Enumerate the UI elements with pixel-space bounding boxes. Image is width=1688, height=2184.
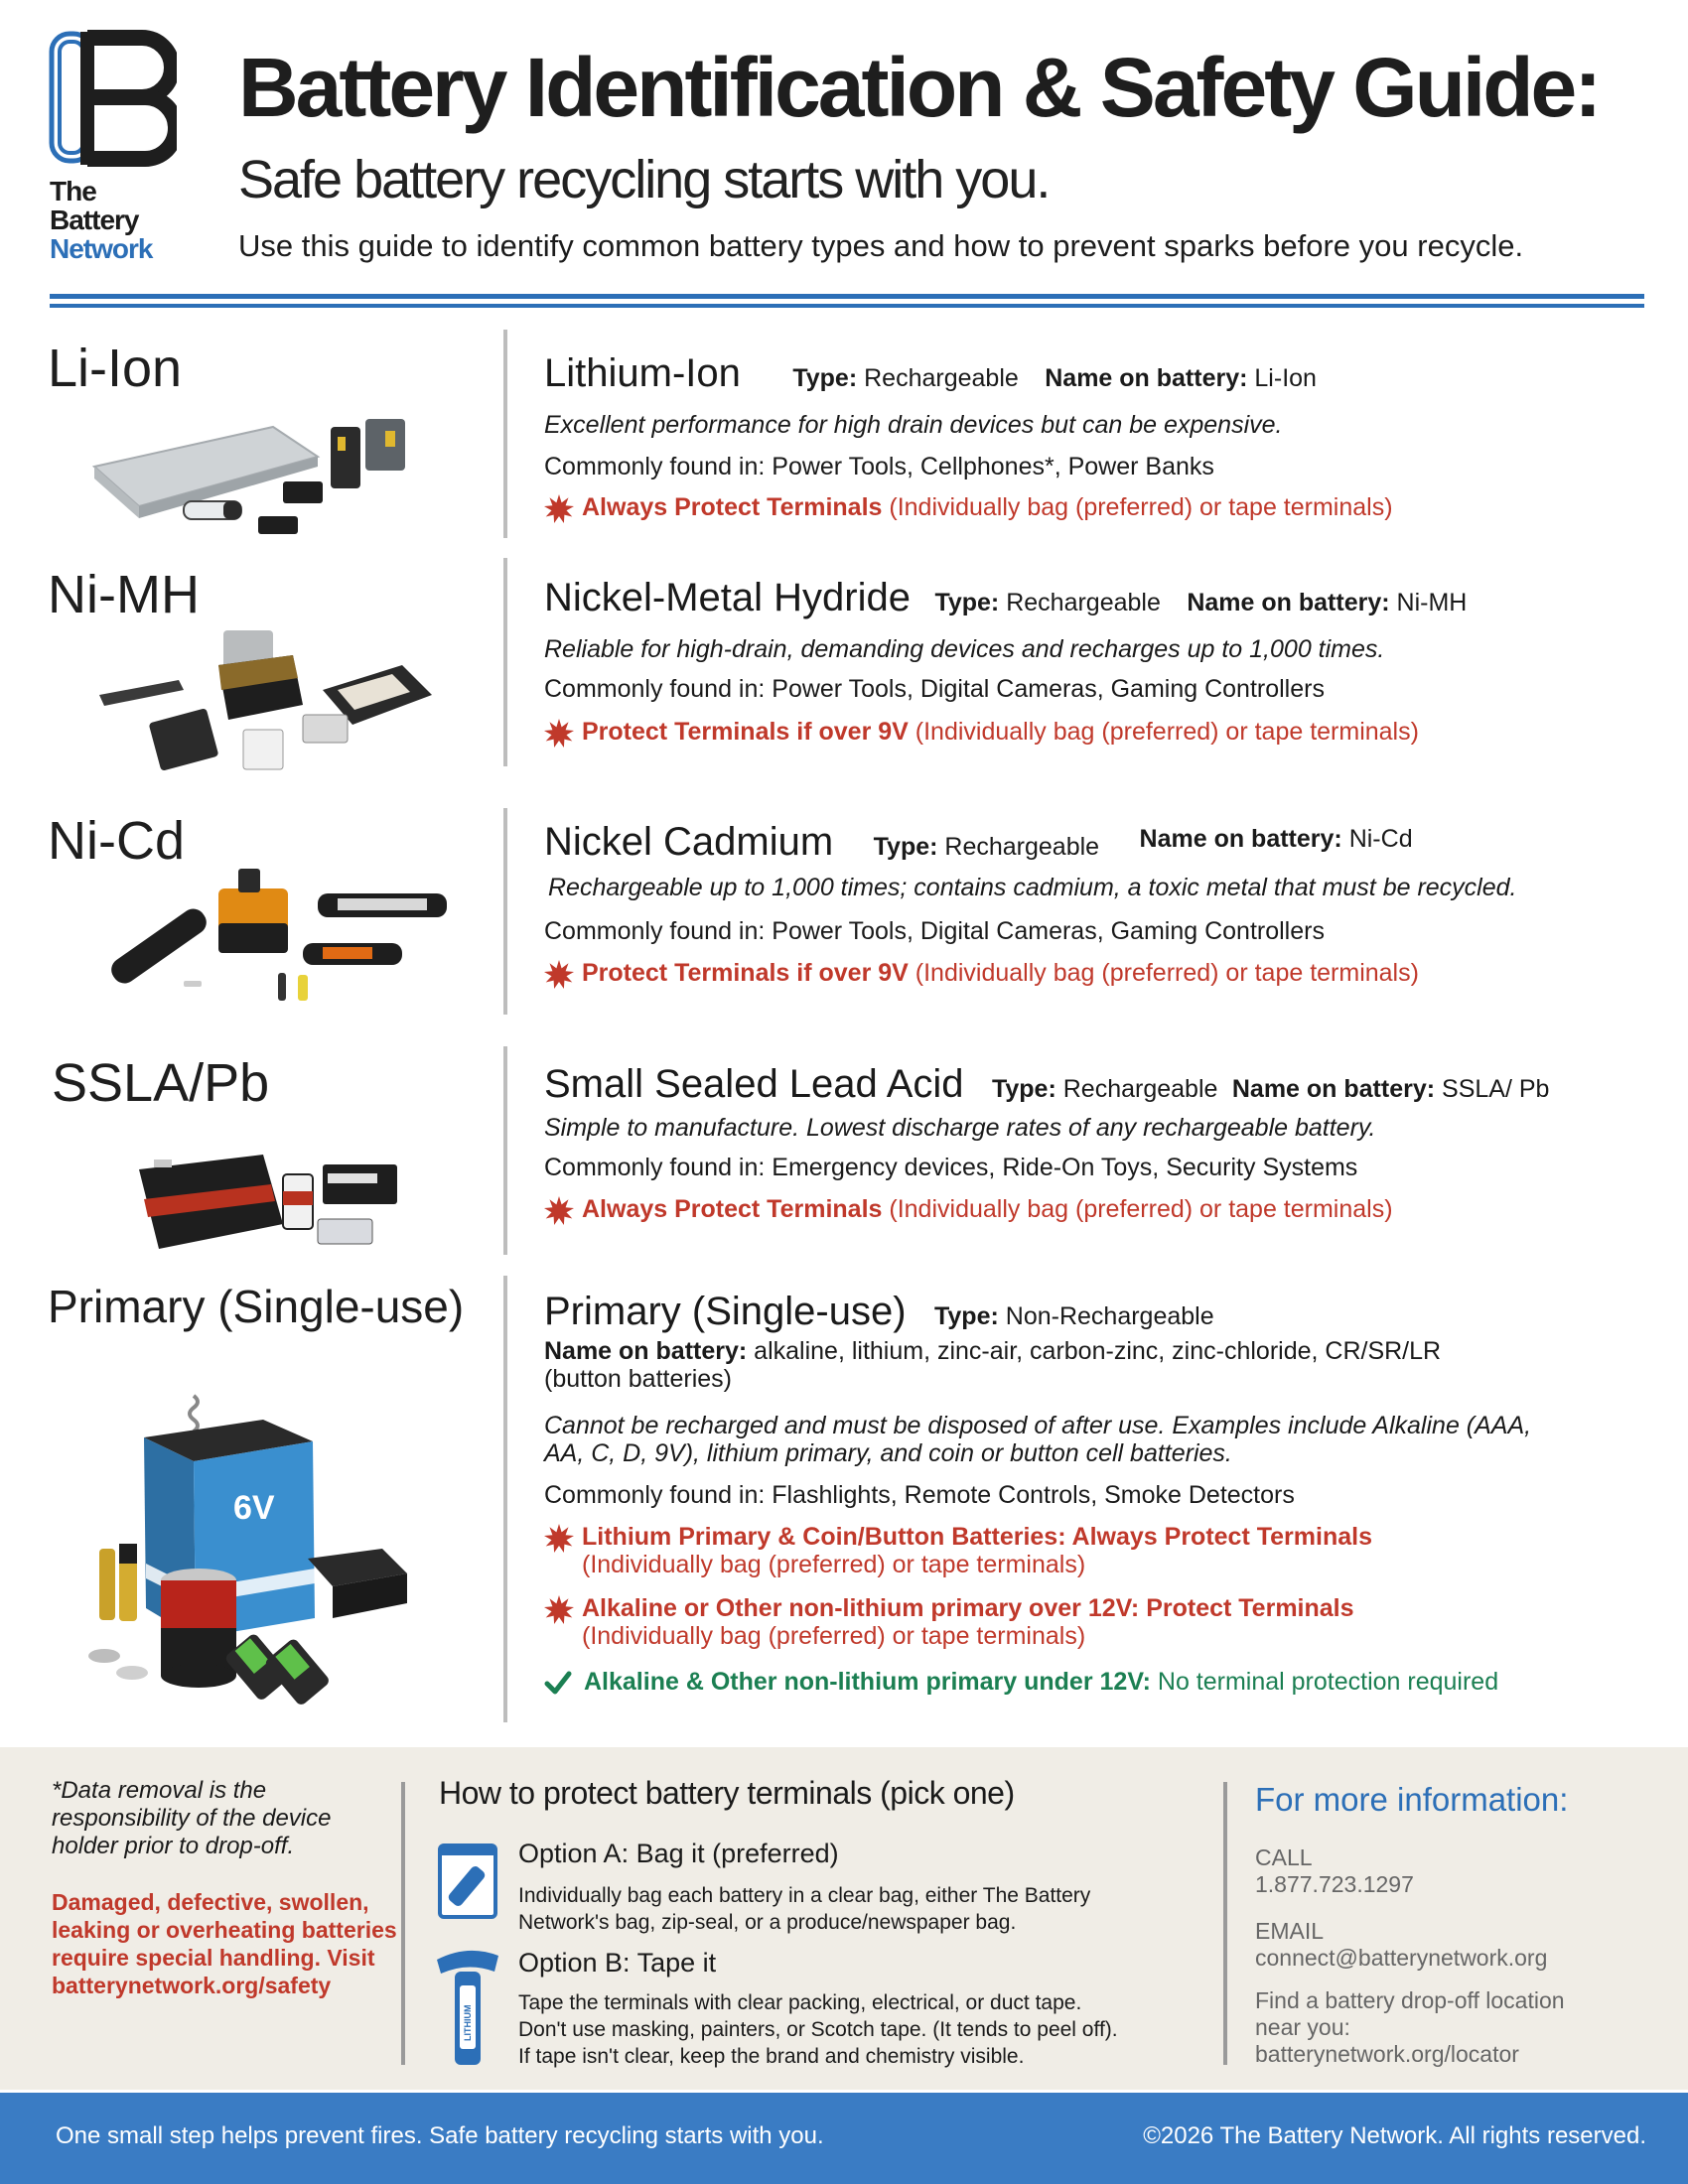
logo-line-the: The bbox=[50, 176, 96, 206]
tape-icon bbox=[435, 1946, 500, 2069]
section-divider bbox=[503, 330, 507, 538]
email-block bbox=[1255, 1918, 1547, 1972]
warning-burst-icon bbox=[544, 1196, 574, 1226]
warning-rest: (Individually bag (preferred) or tape terminals) bbox=[882, 1195, 1393, 1223]
logo-wordmark bbox=[50, 177, 152, 263]
battery-name: Nickel-Metal Hydride bbox=[544, 576, 911, 619]
warning-strong: Protect Terminals if over 9V bbox=[582, 718, 909, 746]
description-line: Cannot be recharged and must be disposed of after use. Examples include Alkaline (AAA, bbox=[544, 1412, 1532, 1439]
bottom-bar bbox=[0, 2093, 1688, 2184]
battery-description: Simple to manufacture. Lowest discharge rates of any rechargeable battery. bbox=[544, 1114, 1376, 1142]
battery-description: Rechargeable up to 1,000 times; contains cadmium, a toxic metal that must be recycled. bbox=[548, 874, 1517, 901]
terminal-warning-over-12v bbox=[544, 1594, 1354, 1650]
commonly-found: Commonly found in: Flashlights, Remote Controls, Smoke Detectors bbox=[544, 1481, 1295, 1509]
terminal-warning bbox=[544, 493, 1393, 524]
section-divider bbox=[503, 1276, 507, 1722]
option-b-line: Don't use masking, painters, or Scotch tape. (It tends to peel off). bbox=[518, 2018, 1118, 2041]
header-divider-top bbox=[50, 294, 1644, 299]
logo-line-network: Network bbox=[50, 233, 153, 264]
name-on-battery bbox=[544, 1337, 1441, 1393]
li-ion-batteries-photo bbox=[84, 407, 432, 536]
checkmark-icon bbox=[544, 1669, 572, 1697]
email-link[interactable]: connect@batterynetwork.org bbox=[1255, 1945, 1548, 1971]
terminal-warning bbox=[544, 718, 1419, 749]
type-label: Type: bbox=[792, 364, 858, 392]
section-abbr: Ni-Cd bbox=[48, 811, 186, 871]
warning-rest: (Individually bag (preferred) or tape terminals) bbox=[882, 493, 1393, 521]
lantern-voltage-label: 6V bbox=[233, 1489, 275, 1527]
type-value: Non-Rechargeable bbox=[1005, 1302, 1214, 1330]
ok-rest: No terminal protection required bbox=[1150, 1668, 1499, 1696]
name-on-battery-label: Name on battery: bbox=[1139, 825, 1342, 853]
name-on-battery-value-cont: (button batteries) bbox=[544, 1365, 732, 1393]
name-on-battery-label: Name on battery: bbox=[1231, 1075, 1436, 1103]
section-abbr: Ni-MH bbox=[48, 565, 200, 624]
section-abbr: Li-Ion bbox=[48, 339, 183, 398]
type-value: Rechargeable bbox=[864, 364, 1019, 392]
section-divider bbox=[503, 558, 507, 766]
option-a-line: Individually bag each battery in a clear bag, either The Battery bbox=[518, 1884, 1091, 1907]
option-a-title: Option A: Bag it (preferred) bbox=[518, 1839, 839, 1868]
call-label: CALL bbox=[1255, 1844, 1313, 1870]
name-on-battery-label: Name on battery: bbox=[544, 1337, 748, 1365]
battery-name: Primary (Single-use) bbox=[544, 1290, 907, 1333]
warning-burst-icon bbox=[544, 960, 574, 990]
option-a-line: Network's bag, zip-seal, or a produce/newspaper bag. bbox=[518, 1911, 1017, 1934]
page-subtitle: Safe battery recycling starts with you. bbox=[238, 150, 1050, 209]
name-on-battery-value: alkaline, lithium, zinc-air, carbon-zinc, zinc-chloride, CR/SR/LR bbox=[754, 1337, 1442, 1365]
battery-name: Lithium-Ion bbox=[544, 351, 741, 395]
locator-text: near you: bbox=[1255, 2014, 1350, 2040]
tape-battery-label: LITHIUM bbox=[463, 2004, 473, 2041]
warning-burst-icon bbox=[544, 1524, 574, 1554]
name-on-battery-label: Name on battery: bbox=[1187, 589, 1390, 616]
bag-icon bbox=[437, 1843, 498, 1920]
battery-name: Nickel Cadmium bbox=[544, 820, 834, 864]
copyright: ©2026 The Battery Network. All rights reserved. bbox=[1143, 2122, 1646, 2149]
ni-cd-batteries-photo bbox=[99, 864, 457, 1013]
warning-strong: Always Protect Terminals bbox=[582, 493, 883, 521]
tbn-logo-icon bbox=[48, 28, 177, 167]
header bbox=[0, 0, 1688, 288]
warning-burst-icon bbox=[544, 1595, 574, 1625]
more-info-title: For more information: bbox=[1255, 1781, 1569, 1818]
type-label: Type: bbox=[991, 1075, 1056, 1103]
section-primary bbox=[0, 1276, 1688, 1727]
damaged-battery-warning: Damaged, defective, swollen, leaking or overheating batteries require special handling. Visit batterynetwork.org/safety bbox=[52, 1889, 397, 1998]
warning-rest: (Individually bag (preferred) or tape terminals) bbox=[582, 1622, 1086, 1650]
description-line: AA, C, D, 9V), lithium primary, and coin or button cell batteries. bbox=[544, 1439, 1232, 1467]
warning-strong: Protect Terminals if over 9V bbox=[582, 959, 909, 987]
warning-strong: Lithium Primary & Coin/Button Batteries: Always Protect Terminals bbox=[582, 1523, 1372, 1551]
section-ni-cd bbox=[0, 804, 1688, 1018]
page-title: Battery Identification & Safety Guide: bbox=[238, 41, 1600, 134]
warning-burst-icon bbox=[544, 719, 574, 749]
type-label: Type: bbox=[873, 833, 938, 861]
locator-link[interactable]: batterynetwork.org/locator bbox=[1255, 2041, 1519, 2067]
type-label: Type: bbox=[933, 1302, 999, 1330]
warning-strong: Always Protect Terminals bbox=[582, 1195, 883, 1223]
call-block bbox=[1255, 1844, 1414, 1898]
panel-divider bbox=[1223, 1782, 1227, 2065]
section-content bbox=[544, 556, 1646, 774]
option-a-text bbox=[518, 1882, 1090, 1936]
section-abbr: Primary (Single-use) bbox=[48, 1281, 465, 1332]
type-value: Rechargeable bbox=[1006, 589, 1161, 616]
warning-rest: (Individually bag (preferred) or tape terminals) bbox=[582, 1551, 1086, 1578]
battery-description bbox=[544, 1412, 1531, 1467]
commonly-found: Commonly found in: Power Tools, Cellphones*, Power Banks bbox=[544, 453, 1214, 480]
type-value: Rechargeable bbox=[1062, 1075, 1218, 1103]
battery-description: Excellent performance for high drain devices but can be expensive. bbox=[544, 411, 1283, 439]
name-on-battery-value: Ni-Cd bbox=[1348, 825, 1413, 853]
section-ni-mh bbox=[0, 556, 1688, 774]
terminal-warning-lithium bbox=[544, 1523, 1372, 1578]
battery-name: Small Sealed Lead Acid bbox=[544, 1062, 964, 1106]
locator-block bbox=[1255, 1987, 1565, 2068]
warning-burst-icon bbox=[544, 494, 574, 524]
section-ssla-pb bbox=[0, 1040, 1688, 1261]
warning-rest: (Individually bag (preferred) or tape terminals) bbox=[908, 718, 1419, 746]
ok-strong: Alkaline & Other non-lithium primary under 12V: bbox=[584, 1668, 1151, 1696]
section-content bbox=[544, 1276, 1646, 1727]
panel-divider bbox=[401, 1782, 405, 2065]
type-value: Rechargeable bbox=[944, 833, 1100, 861]
option-b-line: If tape isn't clear, keep the brand and chemistry visible. bbox=[518, 2045, 1025, 2068]
terminal-warning bbox=[544, 1195, 1393, 1226]
tagline: One small step helps prevent fires. Safe battery recycling starts with you. bbox=[56, 2122, 824, 2149]
data-removal-note: *Data removal is the responsibility of the device holder prior to drop-off. bbox=[52, 1777, 332, 1859]
primary-batteries-photo bbox=[84, 1390, 422, 1707]
warning-rest: (Individually bag (preferred) or tape terminals) bbox=[908, 959, 1419, 987]
ni-mh-batteries-photo bbox=[94, 611, 432, 779]
battery-description: Reliable for high-drain, demanding devices and recharges up to 1,000 times. bbox=[544, 635, 1385, 663]
section-content bbox=[544, 804, 1646, 1018]
intro-text: Use this guide to identify common battery types and how to prevent sparks before you recycle. bbox=[238, 228, 1524, 263]
option-b-title: Option B: Tape it bbox=[518, 1948, 717, 1978]
terminal-warning bbox=[544, 959, 1419, 990]
phone-number-link[interactable]: 1.877.723.1297 bbox=[1255, 1871, 1414, 1897]
warning-strong: Alkaline or Other non-lithium primary over 12V: Protect Terminals bbox=[582, 1594, 1354, 1622]
the-battery-network-logo[interactable] bbox=[48, 28, 197, 266]
header-divider-bottom bbox=[50, 304, 1644, 308]
section-li-ion bbox=[0, 328, 1688, 541]
option-b-text bbox=[518, 1989, 1118, 2070]
footer-panel bbox=[0, 1747, 1688, 2090]
section-divider bbox=[503, 1046, 507, 1255]
commonly-found: Commonly found in: Power Tools, Digital Cameras, Gaming Controllers bbox=[544, 675, 1325, 703]
type-label: Type: bbox=[934, 589, 1000, 616]
email-label: EMAIL bbox=[1255, 1918, 1325, 1944]
how-to-protect-title: How to protect battery terminals (pick one) bbox=[439, 1775, 1015, 1811]
name-on-battery-label: Name on battery: bbox=[1045, 364, 1248, 392]
name-on-battery-value: SSLA/ Pb bbox=[1442, 1075, 1550, 1103]
no-protection-required bbox=[544, 1668, 1498, 1697]
commonly-found: Commonly found in: Power Tools, Digital Cameras, Gaming Controllers bbox=[544, 917, 1325, 945]
section-abbr: SSLA/Pb bbox=[52, 1053, 270, 1113]
ssla-batteries-photo bbox=[134, 1140, 422, 1259]
locator-text: Find a battery drop-off location bbox=[1255, 1987, 1565, 2013]
section-divider bbox=[503, 808, 507, 1015]
section-content bbox=[544, 328, 1646, 541]
commonly-found: Commonly found in: Emergency devices, Ride-On Toys, Security Systems bbox=[544, 1154, 1358, 1181]
option-b-line: Tape the terminals with clear packing, electrical, or duct tape. bbox=[518, 1991, 1082, 2014]
name-on-battery-value: Ni-MH bbox=[1396, 589, 1468, 616]
name-on-battery-value: Li-Ion bbox=[1254, 364, 1317, 392]
logo-line-battery: Battery bbox=[50, 205, 139, 235]
section-content bbox=[544, 1040, 1646, 1261]
